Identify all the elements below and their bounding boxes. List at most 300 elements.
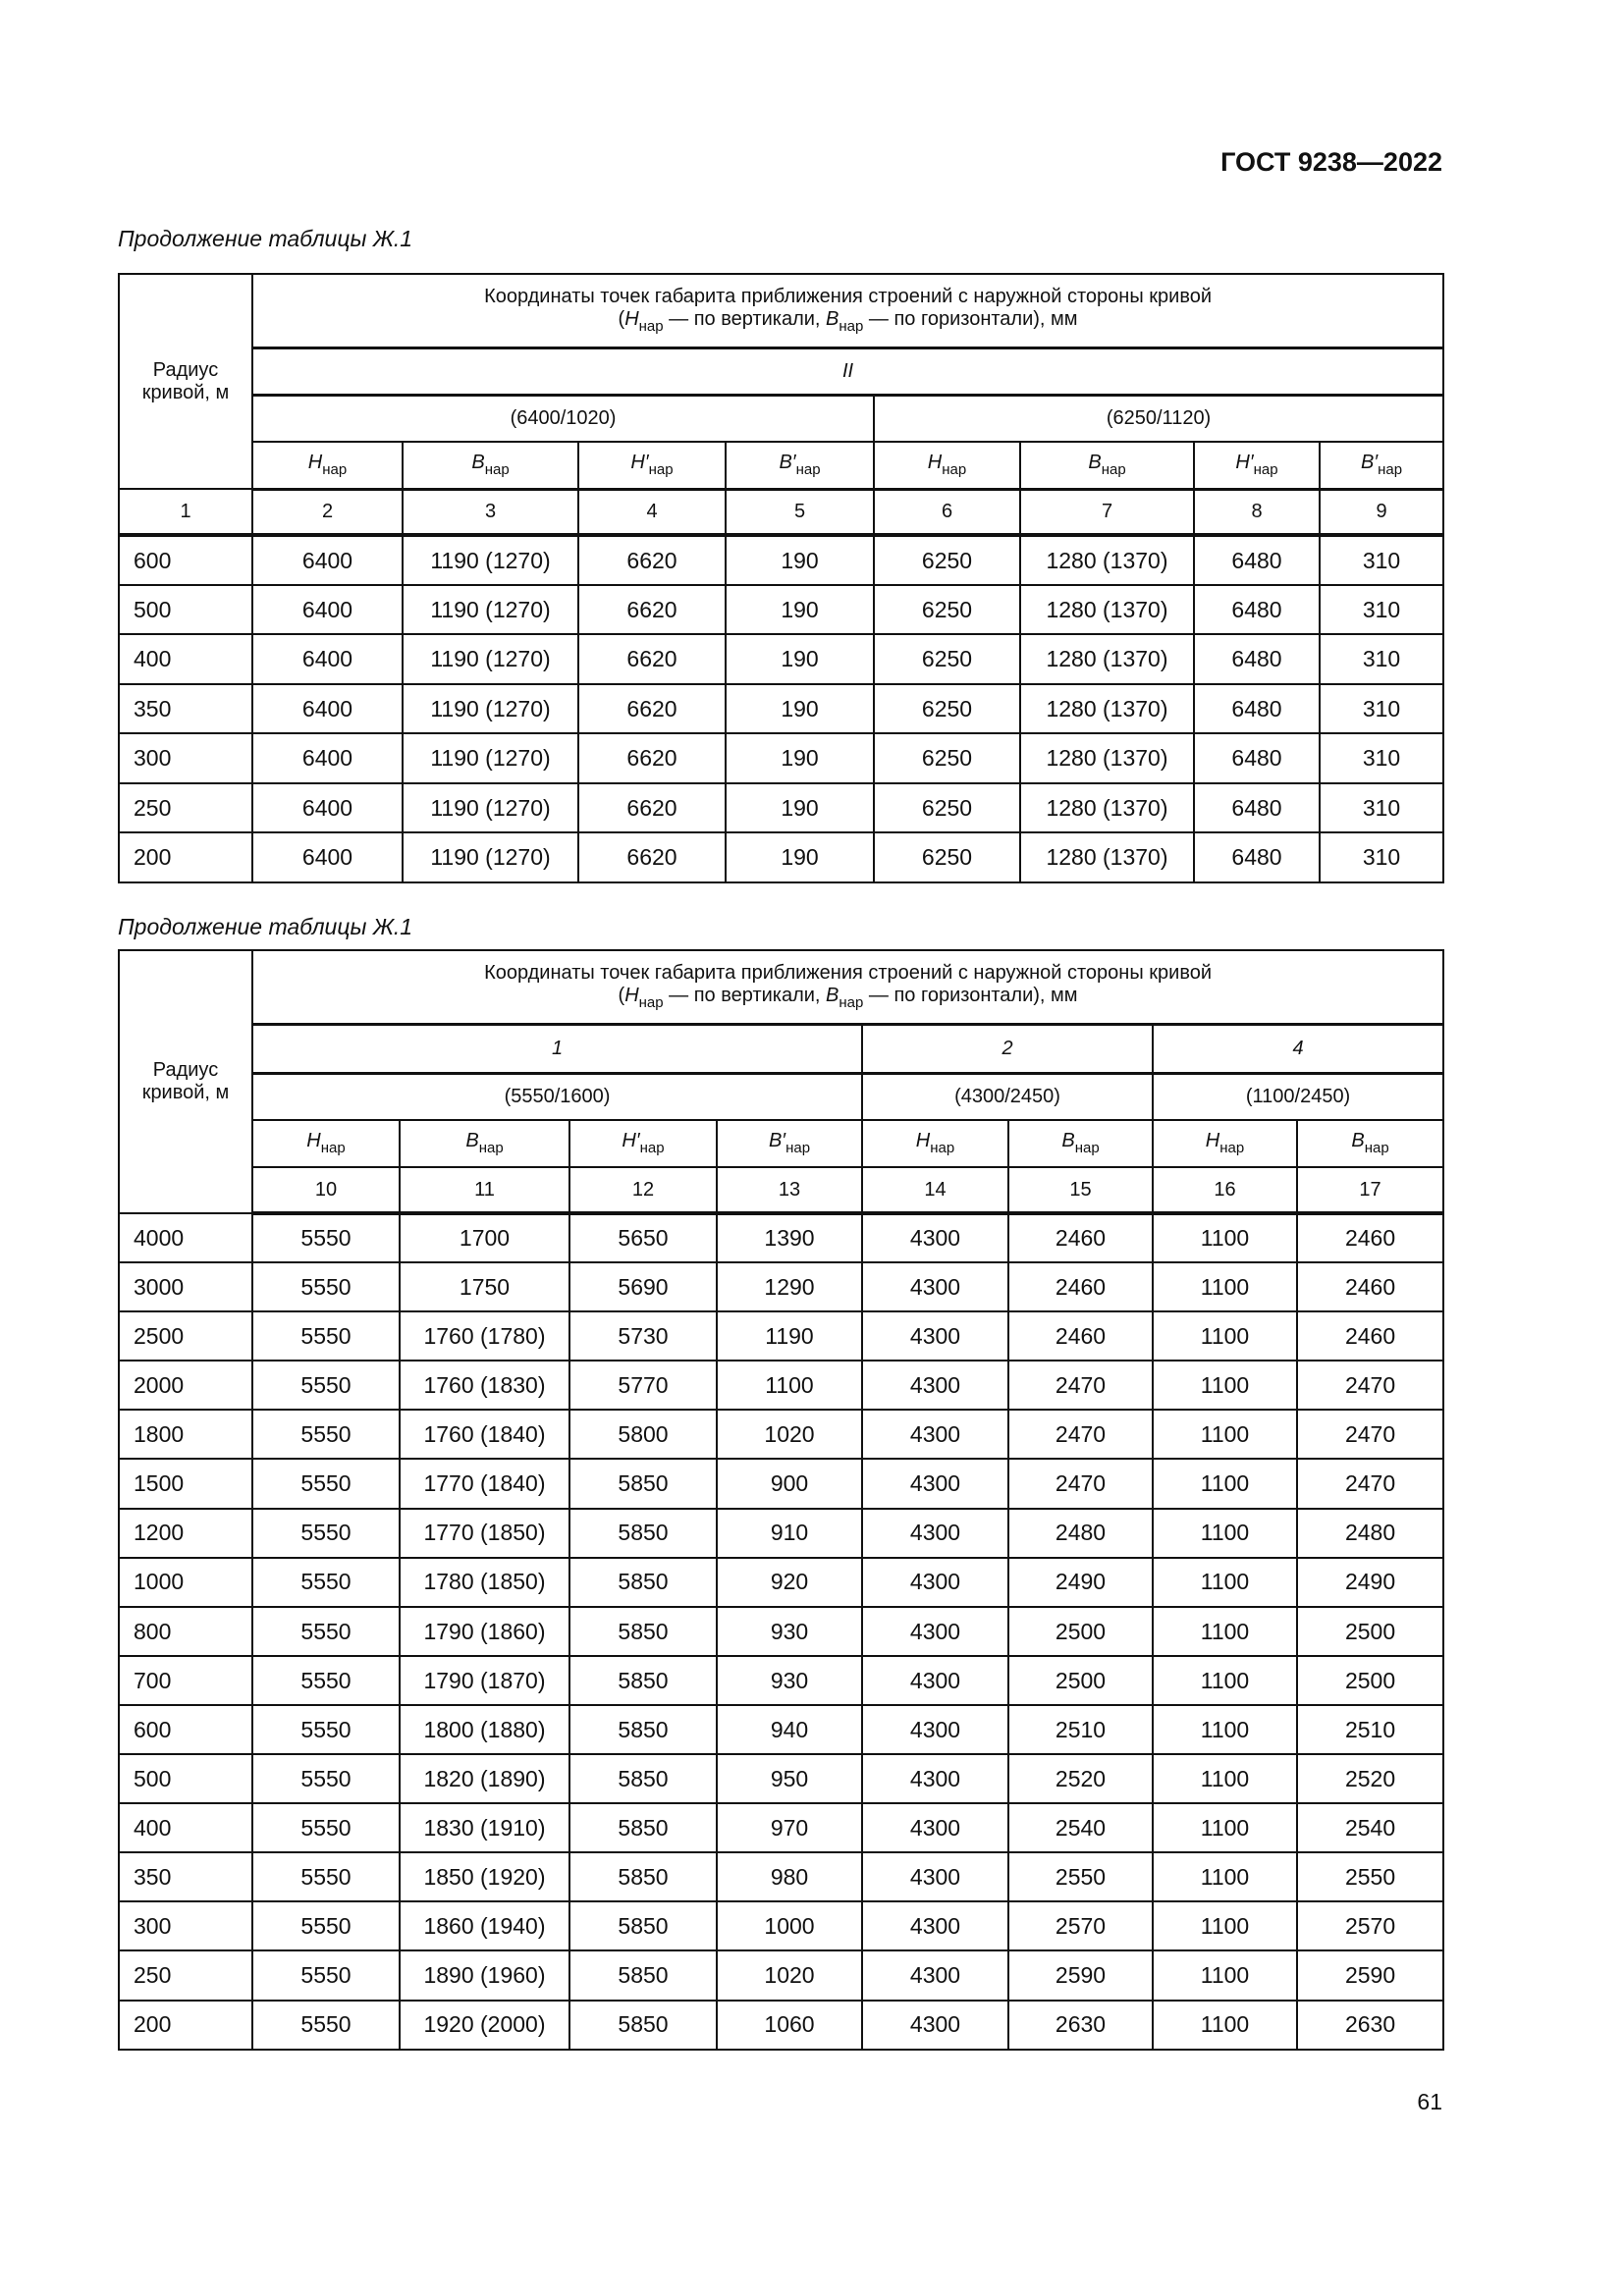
- value-cell: 2470: [1008, 1361, 1153, 1410]
- symbol: B: [826, 985, 839, 1007]
- symbol-subscript: нар: [478, 1140, 504, 1157]
- column-symbol: [1297, 1120, 1443, 1167]
- header-row: [119, 950, 1443, 1024]
- value-cell: 5850: [569, 1509, 717, 1558]
- subgroup-header: (1100/2450): [1153, 1073, 1443, 1120]
- column-number: 5: [726, 489, 874, 535]
- symbol: H: [624, 985, 639, 1007]
- group-label: 1: [551, 1037, 564, 1059]
- value-cell: 5550: [252, 1656, 400, 1705]
- value-cell: 4300: [862, 1311, 1008, 1361]
- value-cell: 1770 (1850): [400, 1509, 569, 1558]
- symbol-row: [119, 1120, 1443, 1167]
- value-cell: 5850: [569, 2001, 717, 2050]
- value-cell: 2490: [1008, 1558, 1153, 1607]
- value-cell: 2460: [1008, 1311, 1153, 1361]
- value-cell: 6250: [874, 634, 1020, 684]
- value-cell: 1290: [717, 1262, 862, 1311]
- table-row: [119, 535, 1443, 585]
- value-cell: 6400: [252, 832, 403, 882]
- table-row: [119, 1410, 1443, 1459]
- coordinates-header-line1: Координаты точек габарита приближения строений с наружной стороны кривой: [484, 962, 1213, 985]
- value-cell: 5550: [252, 1361, 400, 1410]
- value-cell: 1100: [1153, 1558, 1297, 1607]
- value-cell: 5550: [252, 1213, 400, 1262]
- value-cell: 4300: [862, 1803, 1008, 1852]
- value-cell: 6620: [578, 733, 726, 783]
- subgroup-header: (6400/1020): [252, 395, 874, 442]
- value-cell: 900: [717, 1459, 862, 1508]
- symbol: B′: [779, 452, 796, 474]
- subgroup-header: (5550/1600): [252, 1073, 862, 1120]
- radius-cell: 4000: [119, 1213, 252, 1262]
- value-cell: 1100: [1153, 1361, 1297, 1410]
- radius-cell: 600: [119, 1705, 252, 1754]
- value-cell: 2480: [1008, 1509, 1153, 1558]
- column-symbol: [1020, 442, 1194, 489]
- radius-header: Радиус кривой, м: [119, 274, 252, 489]
- value-cell: 6480: [1194, 684, 1320, 734]
- symbol-subscript: нар: [648, 461, 674, 479]
- value-cell: 2630: [1008, 2001, 1153, 2050]
- symbol: H: [1205, 1130, 1220, 1152]
- value-cell: 2540: [1008, 1803, 1153, 1852]
- column-symbol: [726, 442, 874, 489]
- text: — по вертикали,: [663, 308, 827, 331]
- table-row: [119, 1852, 1443, 1901]
- column-symbol: [252, 442, 403, 489]
- value-cell: 1100: [1153, 1410, 1297, 1459]
- radius-cell: 350: [119, 684, 252, 734]
- value-cell: 5550: [252, 1410, 400, 1459]
- value-cell: 6480: [1194, 535, 1320, 585]
- value-cell: 5850: [569, 1656, 717, 1705]
- value-cell: 6480: [1194, 832, 1320, 882]
- symbol-subscript: нар: [638, 994, 664, 1012]
- value-cell: 1760 (1840): [400, 1410, 569, 1459]
- value-cell: 1100: [1153, 1901, 1297, 1950]
- value-cell: 1190: [717, 1311, 862, 1361]
- value-cell: 190: [726, 634, 874, 684]
- value-cell: 2510: [1008, 1705, 1153, 1754]
- value-cell: 5550: [252, 1950, 400, 2000]
- column-symbol: [1320, 442, 1443, 489]
- value-cell: 6400: [252, 585, 403, 635]
- column-symbol: [874, 442, 1020, 489]
- column-number: 12: [569, 1167, 717, 1213]
- value-cell: 6400: [252, 684, 403, 734]
- value-cell: 4300: [862, 1213, 1008, 1262]
- symbol: B′: [1361, 452, 1379, 474]
- value-cell: 1190 (1270): [403, 733, 578, 783]
- value-cell: 1100: [1153, 1262, 1297, 1311]
- table-row: [119, 1361, 1443, 1410]
- value-cell: 190: [726, 733, 874, 783]
- symbol-subscript: нар: [320, 1140, 346, 1157]
- value-cell: 2520: [1008, 1754, 1153, 1803]
- table-row: [119, 1262, 1443, 1311]
- value-cell: 940: [717, 1705, 862, 1754]
- value-cell: 6620: [578, 783, 726, 833]
- symbol: B: [465, 1130, 479, 1152]
- group-row: [119, 347, 1443, 395]
- column-number: 3: [403, 489, 578, 535]
- column-number: 1: [119, 489, 252, 535]
- symbol: B: [1351, 1130, 1365, 1152]
- value-cell: 930: [717, 1656, 862, 1705]
- value-cell: 1760 (1780): [400, 1311, 569, 1361]
- table-row: [119, 832, 1443, 882]
- value-cell: 1100: [1153, 1656, 1297, 1705]
- value-cell: 1190 (1270): [403, 783, 578, 833]
- column-number: 8: [1194, 489, 1320, 535]
- table-row: [119, 585, 1443, 635]
- value-cell: 1100: [1153, 1607, 1297, 1656]
- column-symbol: [403, 442, 578, 489]
- value-cell: 5850: [569, 1705, 717, 1754]
- value-cell: 1820 (1890): [400, 1754, 569, 1803]
- table-row: [119, 1803, 1443, 1852]
- radius-cell: 600: [119, 535, 252, 585]
- value-cell: 1280 (1370): [1020, 684, 1194, 734]
- value-cell: 5650: [569, 1213, 717, 1262]
- subgroup-header: (6250/1120): [874, 395, 1443, 442]
- value-cell: 190: [726, 832, 874, 882]
- table-row: [119, 1656, 1443, 1705]
- radius-cell: 1200: [119, 1509, 252, 1558]
- value-cell: 6620: [578, 585, 726, 635]
- value-cell: 2540: [1297, 1803, 1443, 1852]
- value-cell: 2470: [1008, 1459, 1153, 1508]
- radius-cell: 350: [119, 1852, 252, 1901]
- value-cell: 190: [726, 535, 874, 585]
- paren: (: [618, 985, 625, 1007]
- value-cell: 1100: [1153, 2001, 1297, 2050]
- radius-cell: 400: [119, 634, 252, 684]
- value-cell: 1100: [1153, 1705, 1297, 1754]
- text: — по горизонтали), мм: [863, 308, 1078, 331]
- value-cell: 6480: [1194, 585, 1320, 635]
- value-cell: 2550: [1297, 1852, 1443, 1901]
- value-cell: 6400: [252, 634, 403, 684]
- coordinates-header-line2: [253, 308, 1442, 335]
- value-cell: 1020: [717, 1410, 862, 1459]
- value-cell: 1760 (1830): [400, 1361, 569, 1410]
- value-cell: 1280 (1370): [1020, 634, 1194, 684]
- value-cell: 4300: [862, 1607, 1008, 1656]
- symbol: B′: [768, 1130, 786, 1152]
- value-cell: 6620: [578, 634, 726, 684]
- column-number: 4: [578, 489, 726, 535]
- value-cell: 4300: [862, 1950, 1008, 2000]
- value-cell: 4300: [862, 1705, 1008, 1754]
- radius-cell: 2500: [119, 1311, 252, 1361]
- value-cell: 5550: [252, 1803, 400, 1852]
- value-cell: 2630: [1297, 2001, 1443, 2050]
- value-cell: 5550: [252, 1311, 400, 1361]
- symbol-subscript: нар: [1364, 1140, 1389, 1157]
- value-cell: 310: [1320, 832, 1443, 882]
- value-cell: 2500: [1008, 1656, 1153, 1705]
- value-cell: 1100: [1153, 1459, 1297, 1508]
- value-cell: 5550: [252, 1705, 400, 1754]
- value-cell: 6620: [578, 832, 726, 882]
- column-symbol: [252, 1120, 400, 1167]
- subgroup-row: [119, 1073, 1443, 1120]
- symbol-subscript: нар: [322, 461, 348, 479]
- table-row: [119, 1607, 1443, 1656]
- value-cell: 4300: [862, 1901, 1008, 1950]
- symbol-subscript: нар: [639, 1140, 665, 1157]
- value-cell: 4300: [862, 1754, 1008, 1803]
- radius-cell: 300: [119, 733, 252, 783]
- symbol-subscript: нар: [839, 994, 864, 1012]
- value-cell: 2470: [1297, 1410, 1443, 1459]
- value-cell: 1750: [400, 1262, 569, 1311]
- value-cell: 5550: [252, 1262, 400, 1311]
- symbol-subscript: нар: [1101, 461, 1126, 479]
- value-cell: 1100: [1153, 1852, 1297, 1901]
- value-cell: 1390: [717, 1213, 862, 1262]
- symbol-subscript: нар: [930, 1140, 955, 1157]
- column-number: 7: [1020, 489, 1194, 535]
- column-number: 6: [874, 489, 1020, 535]
- value-cell: 1190 (1270): [403, 585, 578, 635]
- value-cell: 1850 (1920): [400, 1852, 569, 1901]
- value-cell: 1280 (1370): [1020, 535, 1194, 585]
- value-cell: 6480: [1194, 733, 1320, 783]
- value-cell: 1100: [1153, 1803, 1297, 1852]
- value-cell: 6250: [874, 684, 1020, 734]
- table-row: [119, 634, 1443, 684]
- coordinates-header-line2: [253, 985, 1442, 1011]
- value-cell: 1280 (1370): [1020, 783, 1194, 833]
- symbol: H: [915, 1130, 931, 1152]
- column-symbol: [569, 1120, 717, 1167]
- value-cell: 1100: [1153, 1213, 1297, 1262]
- column-symbol: [578, 442, 726, 489]
- value-cell: 1790 (1870): [400, 1656, 569, 1705]
- value-cell: 1280 (1370): [1020, 585, 1194, 635]
- symbol: H′: [630, 452, 649, 474]
- value-cell: 5550: [252, 1509, 400, 1558]
- value-cell: 2500: [1297, 1607, 1443, 1656]
- value-cell: 980: [717, 1852, 862, 1901]
- group-label: 4: [1292, 1037, 1304, 1059]
- value-cell: 1190 (1270): [403, 535, 578, 585]
- value-cell: 2460: [1297, 1213, 1443, 1262]
- value-cell: 1920 (2000): [400, 2001, 569, 2050]
- symbol: H′: [622, 1130, 640, 1152]
- radius-cell: 2000: [119, 1361, 252, 1410]
- value-cell: 1190 (1270): [403, 832, 578, 882]
- table-row: [119, 1705, 1443, 1754]
- symbol: B: [1088, 452, 1102, 474]
- value-cell: 4300: [862, 1410, 1008, 1459]
- value-cell: 1800 (1880): [400, 1705, 569, 1754]
- value-cell: 5850: [569, 1558, 717, 1607]
- value-cell: 5550: [252, 1852, 400, 1901]
- value-cell: 4300: [862, 2001, 1008, 2050]
- symbol-subscript: нар: [839, 318, 864, 336]
- table-caption: Продолжение таблицы Ж.1: [118, 914, 413, 939]
- value-cell: 6620: [578, 684, 726, 734]
- value-cell: 2460: [1297, 1311, 1443, 1361]
- symbol: B: [1061, 1130, 1075, 1152]
- value-cell: 1770 (1840): [400, 1459, 569, 1508]
- table-row: [119, 1901, 1443, 1950]
- group-header: [862, 1024, 1153, 1073]
- column-number: 16: [1153, 1167, 1297, 1213]
- value-cell: 2590: [1008, 1950, 1153, 2000]
- table-row: [119, 1754, 1443, 1803]
- radius-cell: 1000: [119, 1558, 252, 1607]
- value-cell: 1020: [717, 1950, 862, 2000]
- radius-cell: 1500: [119, 1459, 252, 1508]
- column-number: 13: [717, 1167, 862, 1213]
- radius-cell: 700: [119, 1656, 252, 1705]
- symbol-subscript: нар: [1074, 1140, 1100, 1157]
- document-id: ГОСТ 9238—2022: [1220, 147, 1442, 177]
- value-cell: 310: [1320, 634, 1443, 684]
- value-cell: 2460: [1008, 1262, 1153, 1311]
- column-symbol: [1153, 1120, 1297, 1167]
- table-row: [119, 783, 1443, 833]
- value-cell: 5730: [569, 1311, 717, 1361]
- group-label: 2: [1001, 1037, 1013, 1059]
- value-cell: 5850: [569, 1901, 717, 1950]
- value-cell: 1100: [1153, 1950, 1297, 2000]
- coordinates-header: [252, 274, 1443, 347]
- symbol-subscript: нар: [1253, 461, 1278, 479]
- value-cell: 6250: [874, 783, 1020, 833]
- value-cell: 910: [717, 1509, 862, 1558]
- symbol: H′: [1235, 452, 1254, 474]
- value-cell: 1860 (1940): [400, 1901, 569, 1950]
- table-row: [119, 1213, 1443, 1262]
- symbol: H: [624, 308, 639, 331]
- value-cell: 2470: [1297, 1459, 1443, 1508]
- coordinates-header: [252, 950, 1443, 1024]
- symbol-subscript: нар: [638, 318, 664, 336]
- group-label: II: [841, 359, 854, 382]
- value-cell: 5850: [569, 1852, 717, 1901]
- value-cell: 190: [726, 783, 874, 833]
- symbol-subscript: нар: [1378, 461, 1403, 479]
- column-number: 10: [252, 1167, 400, 1213]
- value-cell: 4300: [862, 1459, 1008, 1508]
- text: — по горизонтали), мм: [863, 985, 1078, 1007]
- value-cell: 1280 (1370): [1020, 733, 1194, 783]
- value-cell: 2570: [1008, 1901, 1153, 1950]
- symbol-row: [119, 442, 1443, 489]
- symbol: B: [471, 452, 485, 474]
- symbol: H: [927, 452, 943, 474]
- radius-cell: 400: [119, 1803, 252, 1852]
- radius-cell: 250: [119, 1950, 252, 2000]
- value-cell: 5850: [569, 1607, 717, 1656]
- value-cell: 5550: [252, 2001, 400, 2050]
- group-header: [252, 1024, 862, 1073]
- value-cell: 930: [717, 1607, 862, 1656]
- value-cell: 2570: [1297, 1901, 1443, 1950]
- value-cell: 1280 (1370): [1020, 832, 1194, 882]
- value-cell: 6250: [874, 585, 1020, 635]
- value-cell: 1060: [717, 2001, 862, 2050]
- value-cell: 5850: [569, 1754, 717, 1803]
- value-cell: 4300: [862, 1361, 1008, 1410]
- value-cell: 1190 (1270): [403, 634, 578, 684]
- text: — по вертикали,: [663, 985, 827, 1007]
- value-cell: 1100: [1153, 1509, 1297, 1558]
- radius-cell: 500: [119, 1754, 252, 1803]
- value-cell: 2480: [1297, 1509, 1443, 1558]
- table-row: [119, 1950, 1443, 2000]
- value-cell: 5770: [569, 1361, 717, 1410]
- coordinates-header-line1: Координаты точек габарита приближения строений с наружной стороны кривой: [484, 286, 1213, 308]
- radius-cell: 300: [119, 1901, 252, 1950]
- value-cell: 4300: [862, 1558, 1008, 1607]
- value-cell: 1700: [400, 1213, 569, 1262]
- page-number: 61: [1417, 2089, 1442, 2114]
- table-row: [119, 1459, 1443, 1508]
- column-number: 17: [1297, 1167, 1443, 1213]
- radius-cell: 3000: [119, 1262, 252, 1311]
- value-cell: 6250: [874, 535, 1020, 585]
- value-cell: 6480: [1194, 783, 1320, 833]
- symbol: H: [307, 452, 323, 474]
- column-number: 14: [862, 1167, 1008, 1213]
- value-cell: 2500: [1297, 1656, 1443, 1705]
- table-row: [119, 733, 1443, 783]
- value-cell: 190: [726, 585, 874, 635]
- value-cell: 4300: [862, 1852, 1008, 1901]
- value-cell: 6250: [874, 832, 1020, 882]
- column-number: 2: [252, 489, 403, 535]
- value-cell: 5850: [569, 1803, 717, 1852]
- symbol: B: [826, 308, 839, 331]
- table-row: [119, 1311, 1443, 1361]
- table-row: [119, 1558, 1443, 1607]
- radius-header: Радиус кривой, м: [119, 950, 252, 1213]
- value-cell: 1000: [717, 1901, 862, 1950]
- value-cell: 1780 (1850): [400, 1558, 569, 1607]
- radius-cell: 1800: [119, 1410, 252, 1459]
- value-cell: 5550: [252, 1754, 400, 1803]
- value-cell: 2490: [1297, 1558, 1443, 1607]
- value-cell: 5850: [569, 1950, 717, 2000]
- value-cell: 6400: [252, 733, 403, 783]
- table-row: [119, 2001, 1443, 2050]
- radius-cell: 500: [119, 585, 252, 635]
- value-cell: 5550: [252, 1558, 400, 1607]
- column-symbol: [400, 1120, 569, 1167]
- column-number-row: [119, 1167, 1443, 1213]
- table-row: [119, 684, 1443, 734]
- column-symbol: [1194, 442, 1320, 489]
- value-cell: 6250: [874, 733, 1020, 783]
- radius-cell: 250: [119, 783, 252, 833]
- group-header: [252, 347, 1443, 395]
- value-cell: 1100: [717, 1361, 862, 1410]
- value-cell: 5550: [252, 1607, 400, 1656]
- value-cell: 1830 (1910): [400, 1803, 569, 1852]
- value-cell: 2500: [1008, 1607, 1153, 1656]
- value-cell: 2470: [1297, 1361, 1443, 1410]
- value-cell: 2470: [1008, 1410, 1153, 1459]
- radius-cell: 200: [119, 832, 252, 882]
- column-symbol: [717, 1120, 862, 1167]
